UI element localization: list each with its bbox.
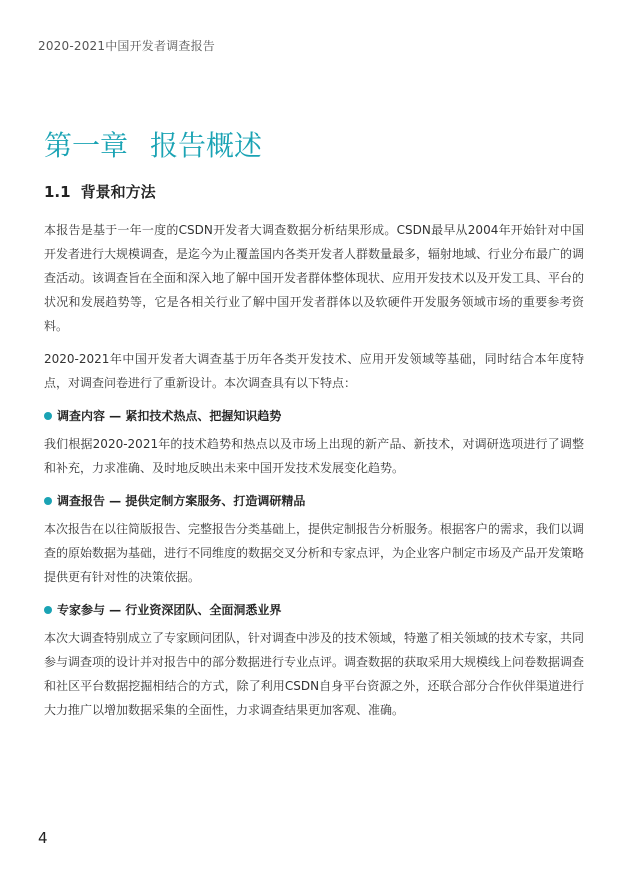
feature-heading-report: [44, 489, 584, 513]
bullet-dot-icon: [44, 606, 52, 614]
chapter-name: 报告概述: [150, 129, 263, 162]
feature-body-content: 我们根据2020-2021年的技术趋势和热点以及市场上出现的新产品、新技术，对调研选项进行了调整和补充，力求准确、及时地反映出未来中国开发技术发展变化趋势。: [44, 437, 584, 475]
page-number: 4: [38, 829, 48, 847]
feature-heading-text: 调查报告 — 提供定制方案服务、打造调研精品: [57, 494, 306, 508]
report-header: 2020-2021中国开发者调查报告: [38, 39, 216, 53]
bullet-dot-icon: [44, 497, 52, 505]
feature-heading-experts: [44, 598, 584, 622]
body-content: [44, 218, 584, 731]
section-number: 1.1: [44, 183, 71, 201]
feature-heading-text: 调查内容 — 紧扣技术热点、把握知识趋势: [57, 409, 282, 423]
feature-heading-content: [44, 404, 584, 428]
section-name: 背景和方法: [80, 183, 156, 201]
feature-body-report: 本次报告在以往简版报告、完整报告分类基础上，提供定制报告分析服务。根据客户的需求，我们以调查的原始数据为基础，进行不同维度的数据交叉分析和专家点评，为企业客户制定市场及产品开发策略提供更有针对性的决策依据。: [44, 522, 585, 584]
chapter-number: 第一章: [44, 129, 129, 162]
intro-paragraph-2: 2020-2021年中国开发者大调查基于历年各类开发技术、应用开发领域等基础，同时结合本年度特点，对调查问卷进行了重新设计。本次调查具有以下特点：: [44, 352, 584, 390]
section-title: [44, 181, 156, 202]
chapter-title: [44, 124, 262, 164]
intro-paragraph-1: 本报告是基于一年一度的CSDN开发者大调查数据分析结果形成。CSDN最早从2004年开始针对中国开发者进行大规模调查，是迄今为止覆盖国内各类开发者人群数量最多，辐射地域、行业分布最广的调查活动。该调查旨在全面和深入地了解中国开发者群体整体现状、应用开发技术以及开发工具、平台的状况和发展趋势等，它是各相关行业了解中国开发者群体以及软硬件开发服务领域市场的重要参考资料。: [44, 223, 585, 333]
feature-body-experts: 本次大调查特别成立了专家顾问团队，针对调查中涉及的技术领域，特邀了相关领域的技术专家，共同参与调查项的设计并对报告中的部分数据进行专业点评。调查数据的获取采用大规模线上问卷数据调查和社区平台数据挖掘相结合的方式，除了利用CSDN自身平台资源之外，还联合部分合作伙伴渠道进行大力推广以增加数据采集的全面性，力求调查结果更加客观、准确。: [44, 631, 585, 717]
feature-heading-text: 专家参与 — 行业资深团队、全面洞悉业界: [57, 603, 282, 617]
bullet-dot-icon: [44, 412, 52, 420]
